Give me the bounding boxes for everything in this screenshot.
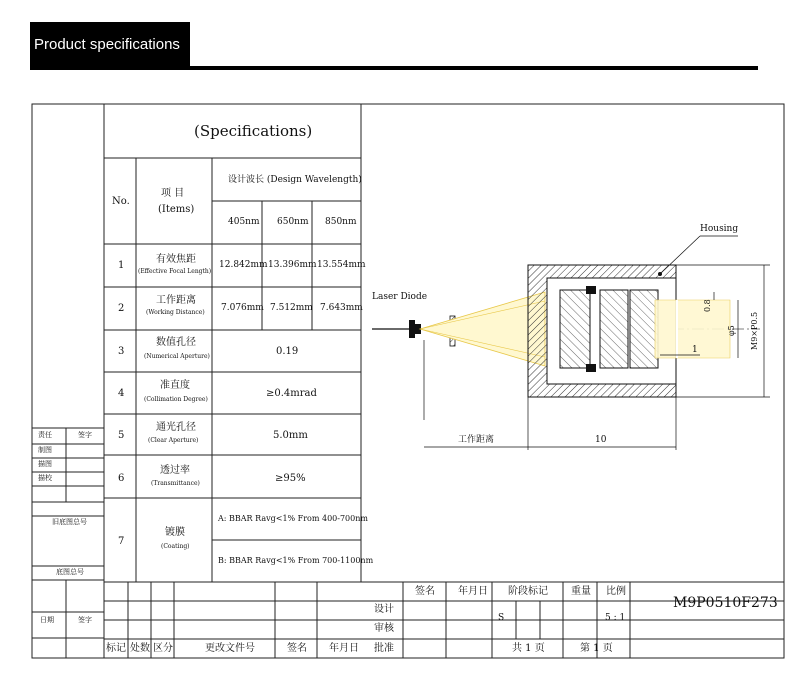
row-1-v3: 13.554mm (317, 260, 366, 270)
left-r2: 制图 (38, 446, 52, 454)
row-3-en: (Numerical Aperture) (144, 353, 210, 360)
label-working-distance: 工作距离 (458, 435, 495, 445)
tb-rev-col-6: 年月日 (329, 643, 359, 654)
row-4-no: 4 (118, 388, 125, 399)
row-2-v2: 7.512mm (270, 303, 313, 313)
label-housing: Housing (700, 224, 739, 234)
row-1-cn: 有效焦距 (156, 254, 196, 265)
row-2-no: 2 (118, 303, 125, 314)
left-r1b: 签字 (78, 431, 92, 439)
tb-scale: 比例 (606, 586, 626, 597)
row-1-no: 1 (118, 260, 125, 271)
row-6-value: ≥95% (275, 473, 306, 484)
tb-rev-col-3: 区分 (153, 643, 173, 654)
left-r6: 底图总号 (56, 568, 84, 576)
left-r1a: 责任 (38, 431, 52, 439)
row-3-cn: 数值孔径 (156, 337, 196, 348)
tb-page-no: 第 1 页 (580, 643, 613, 654)
tb-total-pages: 共 1 页 (512, 643, 545, 654)
row-2-cn: 工作距离 (156, 295, 196, 306)
row-1-v1: 12.842mm (219, 260, 268, 270)
label-laser-diode: Laser Diode (372, 292, 428, 302)
row-1-en: (Effective Focal Length) (138, 268, 212, 275)
label-dim-10: 10 (595, 435, 607, 445)
left-r4: 描校 (38, 474, 52, 482)
row-5-cn: 通光孔径 (156, 422, 196, 433)
tb-review: 审核 (374, 623, 394, 634)
left-r3: 描图 (38, 460, 52, 468)
tb-sign: 签名 (415, 586, 435, 597)
left-r7b: 签字 (78, 616, 92, 624)
tb-stage-s: S (498, 613, 505, 623)
row-6-no: 6 (118, 473, 125, 484)
row-1-v2: 13.396mm (268, 260, 317, 270)
col-no: No. (112, 196, 130, 207)
row-2-v1: 7.076mm (221, 303, 264, 313)
row-4-cn: 准直度 (160, 380, 190, 391)
tb-date: 年月日 (458, 586, 488, 597)
row-3-value: 0.19 (276, 346, 299, 357)
row-4-value: ≥0.4mrad (266, 388, 317, 399)
tb-rev-col-2: 处数 (130, 643, 150, 654)
row-7-no: 7 (118, 536, 125, 547)
row-3-no: 3 (118, 346, 125, 357)
tb-rev-col-1: 标记 (106, 643, 126, 654)
label-dim-phi5: φ5 (727, 325, 736, 336)
spec-title: (Specifications) (194, 122, 313, 140)
tb-rev-col-4: 更改文件号 (205, 643, 255, 654)
wavelength-650: 650nm (277, 217, 309, 227)
tb-stage-mark: 阶段标记 (508, 586, 548, 597)
tb-approve: 批准 (374, 643, 394, 654)
row-6-cn: 透过率 (160, 465, 190, 476)
col-items-en: (Items) (158, 204, 195, 215)
lens-drawing (372, 236, 770, 450)
col-items-cn: 项 目 (161, 188, 185, 199)
left-r5: 旧底图总号 (52, 518, 87, 526)
row-7-value-b: B: BBAR Ravg<1% From 700-1100nm (218, 556, 374, 565)
row-2-v3: 7.643mm (320, 303, 363, 313)
row-7-en: (Coating) (161, 543, 190, 550)
row-7-value-a: A: BBAR Ravg<1% From 400-700nm (218, 514, 368, 523)
left-r7a: 日期 (40, 616, 54, 624)
tb-design: 设计 (374, 604, 394, 615)
row-4-en: (Collimation Degree) (144, 396, 208, 403)
row-5-no: 5 (118, 430, 125, 441)
label-dim-08: 0.8 (703, 299, 712, 312)
row-6-en: (Transmittance) (151, 480, 200, 487)
wavelength-405: 405nm (228, 217, 260, 227)
row-7-cn: 镀膜 (165, 527, 185, 538)
row-2-en: (Working Distance) (146, 309, 205, 316)
tb-weight: 重量 (571, 586, 591, 597)
header-title: Product specifications (34, 36, 180, 53)
row-5-value: 5.0mm (273, 430, 308, 441)
tb-rev-col-5: 签名 (287, 643, 307, 654)
row-5-en: (Clear Aperture) (148, 437, 199, 444)
label-dim-thread: M9×P0.5 (750, 311, 759, 350)
tb-scale-value: 5 : 1 (605, 613, 626, 623)
wavelength-header: 设计波长 (Design Wavelength) (228, 175, 362, 185)
tb-drawing-no: M9P0510F273 (673, 595, 778, 611)
label-dim-1: 1 (692, 345, 698, 355)
wavelength-850: 850nm (325, 217, 357, 227)
